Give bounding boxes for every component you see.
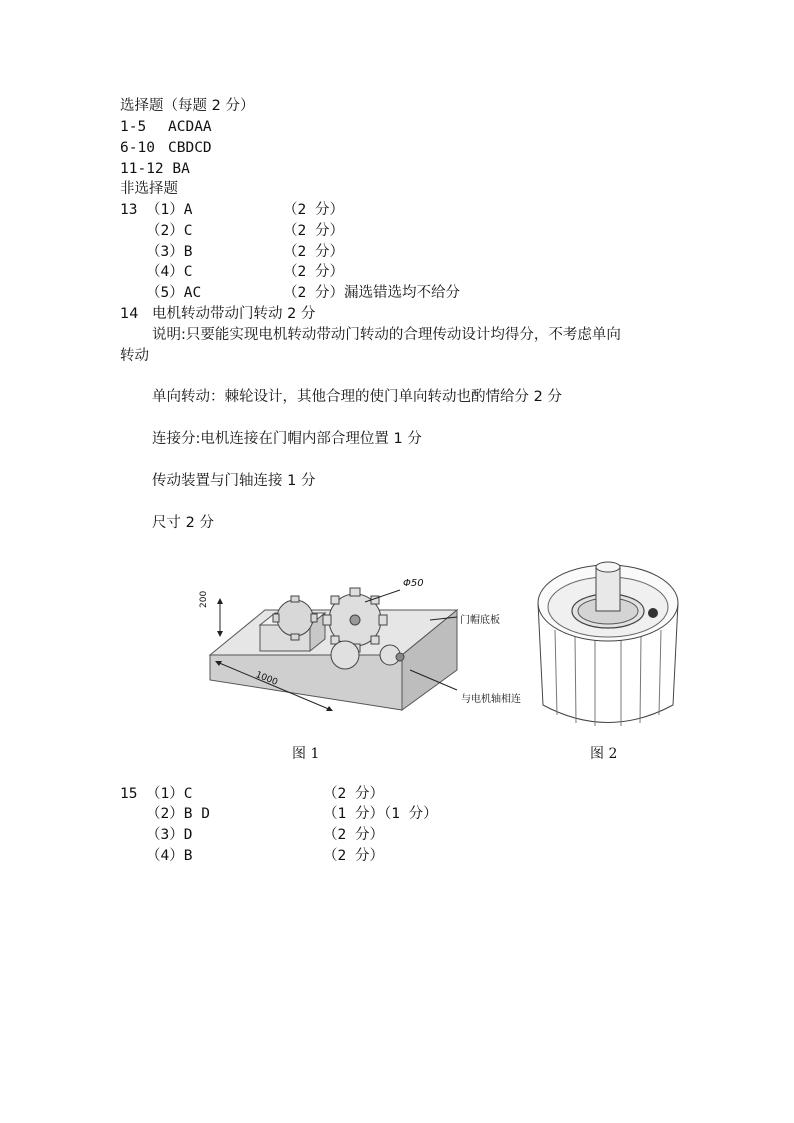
choice-range: 1-5 bbox=[120, 119, 147, 135]
figure-1-caption: 图 1 bbox=[292, 746, 320, 762]
q15-score: （2 分） bbox=[323, 827, 384, 843]
choice-heading: 选择题（每题 2 分） bbox=[120, 98, 255, 114]
q13-score: （2 分） bbox=[283, 223, 344, 239]
q13-score-value: （2 分） bbox=[283, 285, 344, 301]
choice-answers: CBDCD bbox=[168, 140, 212, 156]
q14-size: 尺寸 2 分 bbox=[152, 515, 214, 531]
q15-score: （1 分）（1 分） bbox=[323, 806, 438, 822]
q14-connect: 连接分:电机连接在门帽内部合理位置 1 分 bbox=[152, 431, 422, 447]
figure-2-caption: 图 2 bbox=[590, 746, 618, 762]
choice-answers: BA bbox=[172, 161, 190, 177]
q13-part: （4）C bbox=[146, 264, 193, 280]
q13-score-note: 漏选错选均不给分 bbox=[343, 285, 460, 301]
q15-part: （2）B D bbox=[146, 806, 210, 822]
length-dimension-label: 1000 bbox=[253, 670, 279, 688]
q13-score bbox=[283, 283, 460, 303]
choice-range: 6-10 bbox=[120, 140, 155, 156]
door-cap-illustration bbox=[533, 555, 683, 735]
q13-score: （2 分） bbox=[283, 244, 344, 260]
choice-answers: ACDAA bbox=[168, 119, 212, 135]
q13-part: （2）C bbox=[146, 223, 193, 239]
diameter-label: Φ50 bbox=[403, 578, 424, 589]
q15-score: （2 分） bbox=[323, 848, 384, 864]
q14-explain-line2: 转动 bbox=[120, 348, 149, 364]
choice-range: 11-12 bbox=[120, 161, 164, 177]
q15-number: 15 bbox=[120, 786, 138, 802]
q14-one-way: 单向转动：棘轮设计，其他合理的使门单向转动也酌情给分 2 分 bbox=[152, 389, 562, 405]
height-dimension-label: 200 bbox=[199, 590, 209, 608]
figure-2-door-cap-drawing bbox=[533, 555, 683, 735]
figure-1-gear-drawing bbox=[195, 560, 555, 740]
choice-row bbox=[120, 138, 212, 158]
q13-part: （3）B bbox=[146, 244, 193, 260]
motor-shaft-label: 与电机轴相连 bbox=[461, 694, 521, 705]
q15-part: （3）D bbox=[146, 827, 193, 843]
q15-score: （2 分） bbox=[323, 786, 384, 802]
choice-row bbox=[120, 117, 212, 137]
q13-part: （1）A bbox=[146, 202, 193, 218]
q15-part: （4）B bbox=[146, 848, 193, 864]
non-choice-heading: 非选择题 bbox=[120, 181, 178, 197]
q13-part: （5）AC bbox=[146, 285, 202, 301]
q14-transmission: 传动装置与门轴连接 1 分 bbox=[152, 473, 316, 489]
choice-row bbox=[120, 159, 190, 179]
q14-explain-line1: 说明:只要能实现电机转动带动门转动的合理传动设计均得分，不考虑单向 bbox=[152, 327, 621, 343]
q13-score: （2 分） bbox=[283, 202, 344, 218]
q14-number: 14 bbox=[120, 306, 139, 322]
q14-title: 电机转动带动门转动 2 分 bbox=[152, 306, 316, 322]
gear-assembly-illustration bbox=[195, 560, 555, 740]
q13-number: 13 bbox=[120, 202, 138, 218]
plate-label: 门帽底板 bbox=[460, 615, 500, 626]
q15-part: （1）C bbox=[146, 786, 193, 802]
q13-score: （2 分） bbox=[283, 264, 344, 280]
